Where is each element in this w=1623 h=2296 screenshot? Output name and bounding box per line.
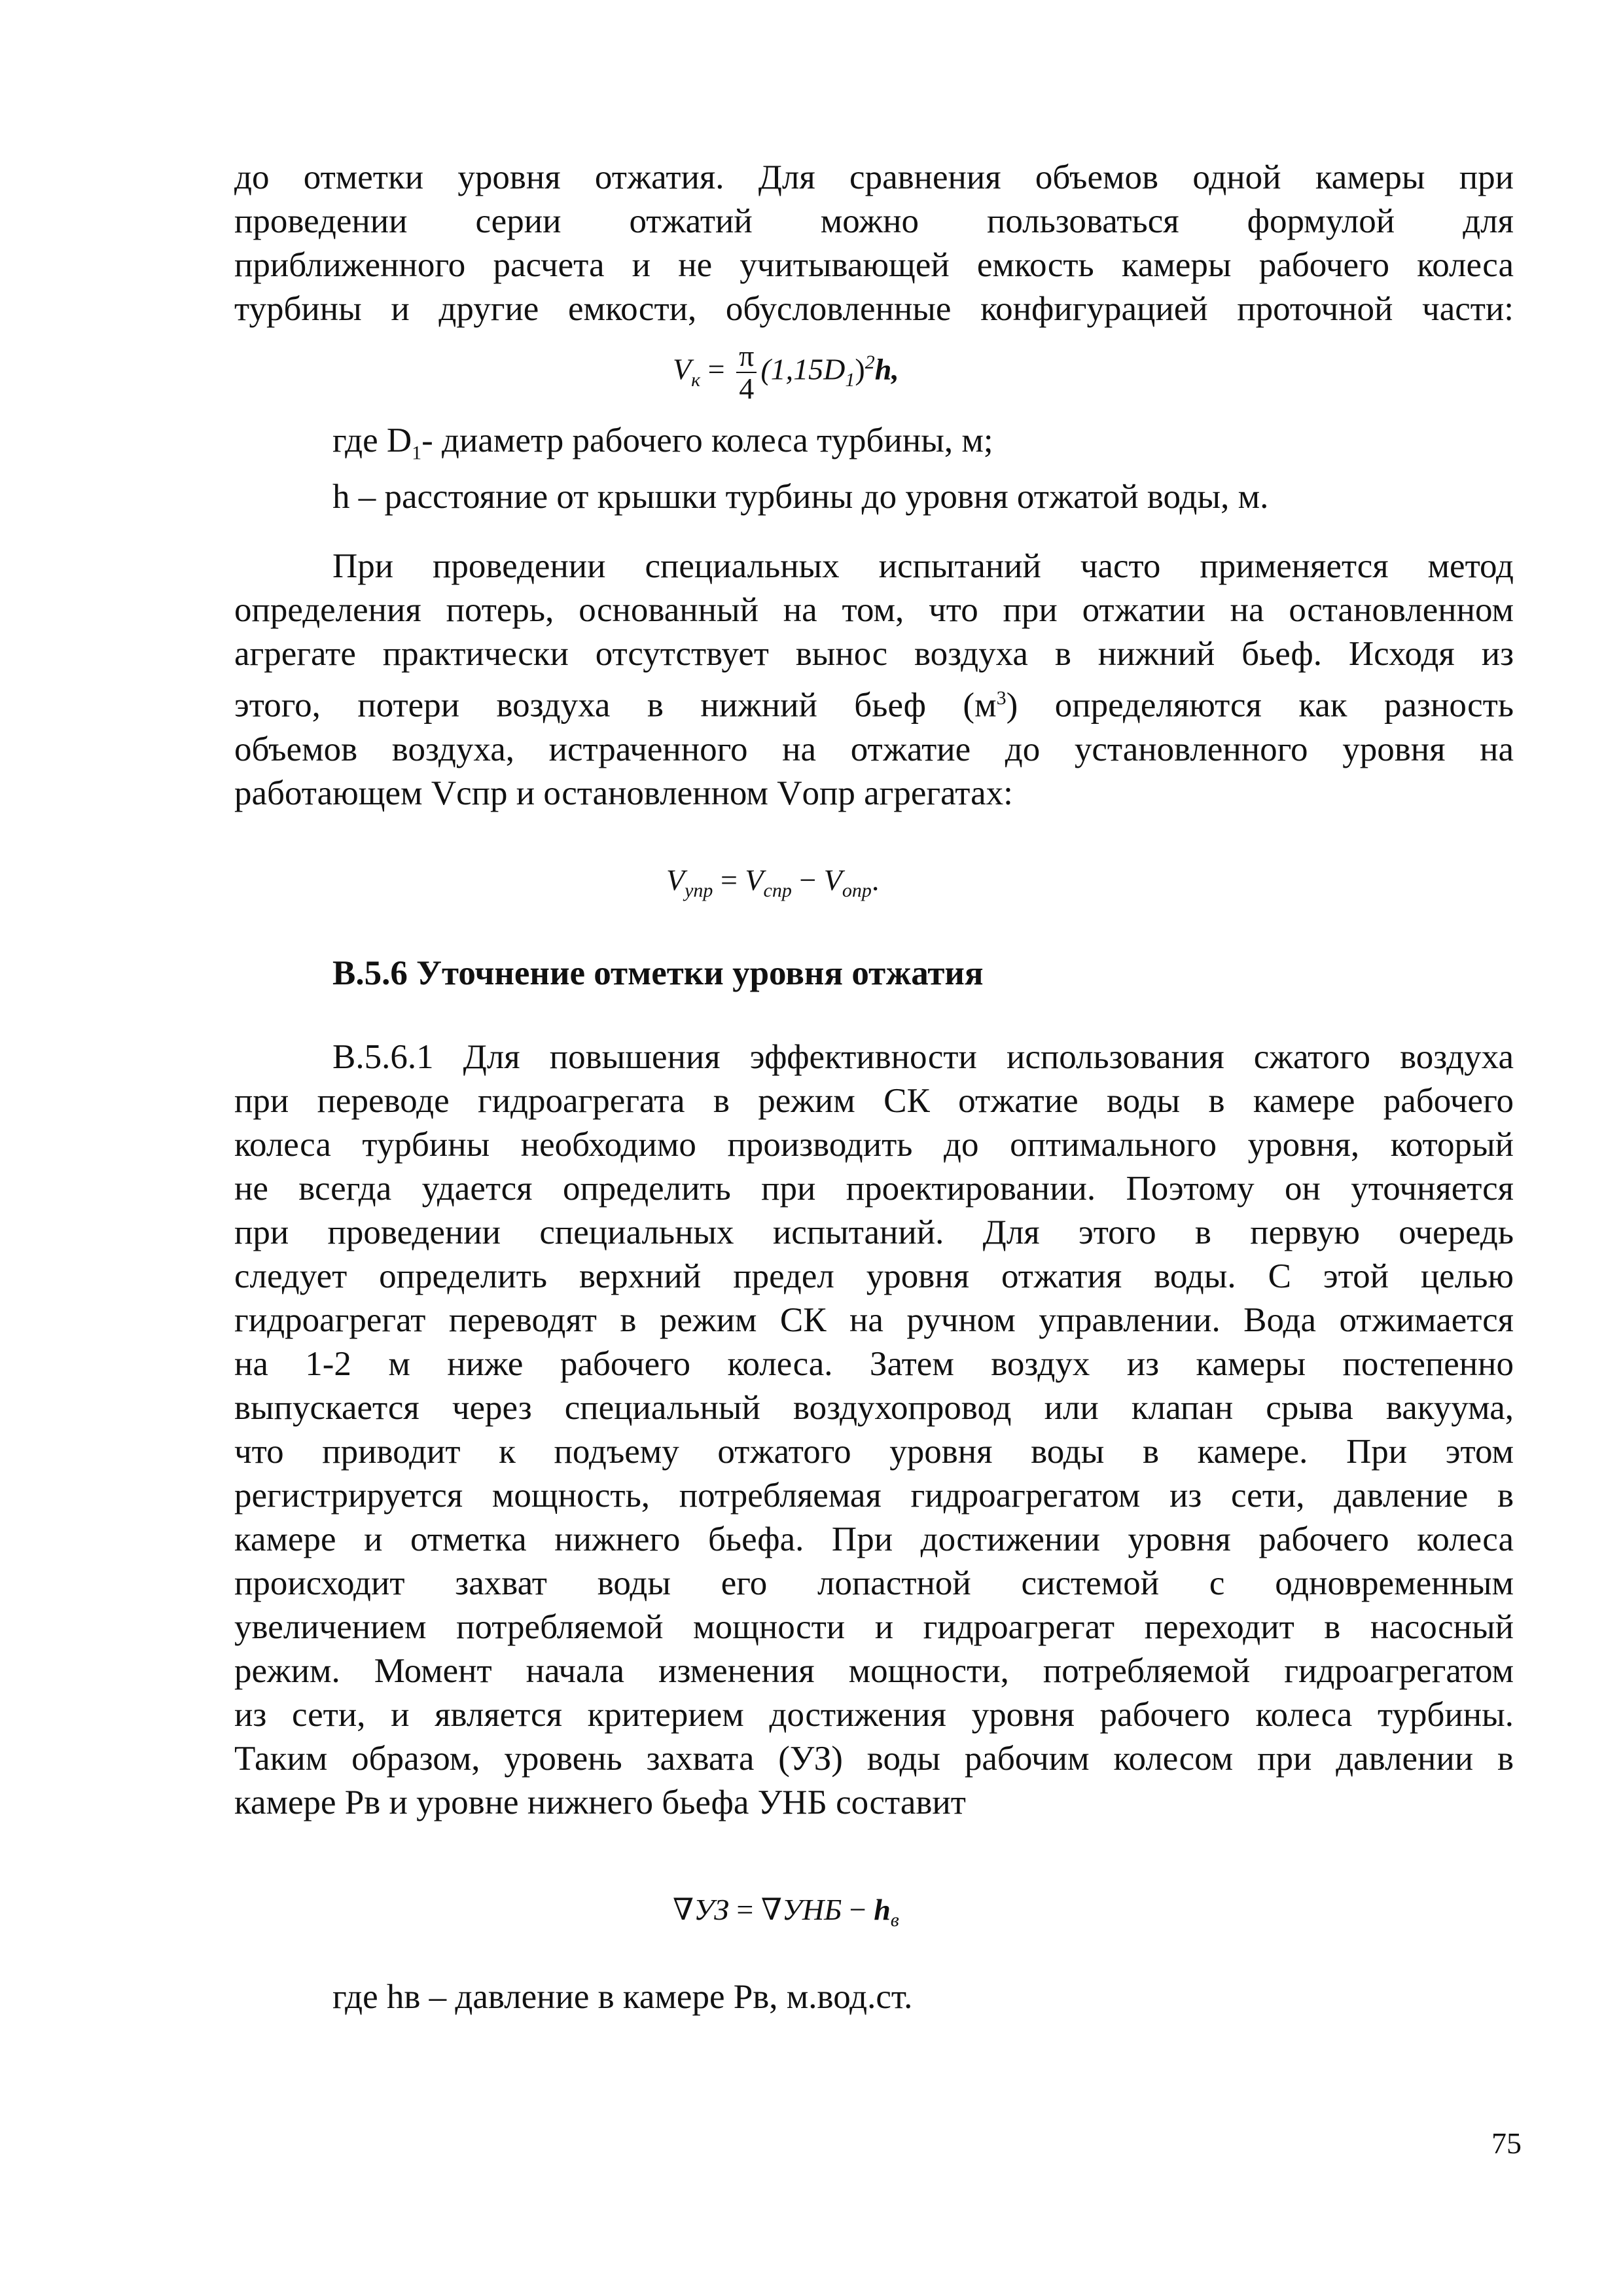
text-line: турбины и другие емкости, обусловленные конфигурацией проточной части:: [234, 290, 1514, 328]
text-line: камере Рв и уровне нижнего бьефа УНБ составит: [234, 1784, 966, 1821]
text-line: агрегате практически отсутствует вынос воздуха в нижний бьеф. Исходя из: [234, 635, 1514, 673]
fraction-denominator: 4: [739, 372, 755, 405]
legend-line-d1: где $D_1-$ диаметр рабочего колеса турбины, м;: [332, 422, 993, 464]
text-line: режим. Момент начала изменения мощности, потребляемой гидроагрегатом: [234, 1652, 1514, 1690]
text-line: гидроагрегат переводят в режим СК на ручном управлении. Вода отжимается: [234, 1301, 1514, 1339]
formula-power: 2: [865, 351, 875, 374]
formula-equals: =: [707, 352, 725, 386]
text-line: увеличением потребляемой мощности и гидроагрегат переходит в насосный: [234, 1608, 1514, 1646]
text-line: При проведении специальных испытаний часто применяется метод: [332, 547, 1514, 585]
legend-line-h: h – расстояние от крышки турбины до уровня отжатой воды, м.: [332, 477, 1269, 516]
paragraph-level-refinement: [234, 1035, 1514, 1825]
formula-lhs-subscript: к: [691, 368, 701, 391]
text-line: что приводит к подъему отжатого уровня воды в камере. При этом: [234, 1433, 1514, 1471]
text-line: проведении серии отжатий можно пользоваться формулой для: [234, 202, 1514, 240]
text-line: на 1-2 м ниже рабочего колеса. Затем воздух из камеры постепенно: [234, 1345, 1514, 1383]
formula-tail: h,: [874, 352, 899, 386]
chamber-volume-formula: [673, 340, 899, 404]
text-line: Таким образом, уровень захвата (УЗ) воды рабочим колесом при давлении в: [234, 1740, 1514, 1778]
formula-lhs: V: [673, 352, 692, 386]
paragraph-loss-method: [234, 545, 1514, 816]
page-number: 75: [1491, 2126, 1522, 2160]
paragraph-intro: [234, 156, 1514, 331]
text-line: следует определить верхний предел уровня отжатия воды. С этой целью: [234, 1257, 1514, 1295]
formula-legend: [332, 419, 1514, 519]
text-line: выпускается через специальный воздухопровод или клапан срыва вакуума,: [234, 1389, 1514, 1427]
text-line: не всегда удается определить при проектировании. Поэтому он уточняется: [234, 1170, 1514, 1208]
section-heading: В.5.6 Уточнение отметки уровня отжатия: [332, 954, 984, 992]
text-line: из сети, и является критерием достижения уровня рабочего колеса турбины.: [234, 1696, 1514, 1734]
text-line: В.5.6.1 Для повышения эффективности использования сжатого воздуха: [332, 1038, 1514, 1076]
text-line: происходит захват воды его лопастной системой с одновременным: [234, 1564, 1514, 1602]
text-line: при переводе гидроагрегата в режим СК отжатие воды в камере рабочего: [234, 1082, 1514, 1120]
formula-body-subscript: 1: [845, 368, 855, 391]
text-line: работающем Vспр и остановленном Vопр агрегатах:: [234, 774, 1013, 812]
formula-fraction: [736, 340, 757, 404]
formula-body: (1,15D: [760, 352, 846, 386]
text-line: камере и отметка нижнего бьефа. При достижении уровня рабочего колеса: [234, 1520, 1514, 1558]
text-line: до отметки уровня отжатия. Для сравнения объемов одной камеры при: [234, 158, 1514, 196]
text-line: при проведении специальных испытаний. Для этого в первую очередь: [234, 1213, 1514, 1251]
formula-close-paren: ): [855, 352, 865, 386]
text-line: регистрируется мощность, потребляемая гидроагрегатом из сети, давление в: [234, 1477, 1514, 1515]
air-loss-formula: $V_{упр} = V_{спр} - V_{опр}$.: [666, 863, 880, 902]
text-line: приближенного расчета и не учитывающей емкость камеры рабочего колеса: [234, 246, 1514, 284]
text-line: колеса турбины необходимо производить до оптимального уровня, который: [234, 1126, 1514, 1164]
text-line: объемов воздуха, истраченного на отжатие до установленного уровня на: [234, 730, 1514, 768]
capture-level-formula: $\nabla УЗ = \nabla УНБ - h_в$: [673, 1893, 899, 1931]
text-line: определения потерь, основанный на том, что при отжатии на остановленном: [234, 591, 1514, 629]
formula-legend-hv: где hв – давление в камере Рв, м.вод.ст.: [332, 1978, 913, 2016]
fraction-numerator: π: [736, 340, 757, 373]
text-line: этого, потери воздуха в нижний бьеф $(м^3)$ определяются как разность: [234, 686, 1514, 725]
